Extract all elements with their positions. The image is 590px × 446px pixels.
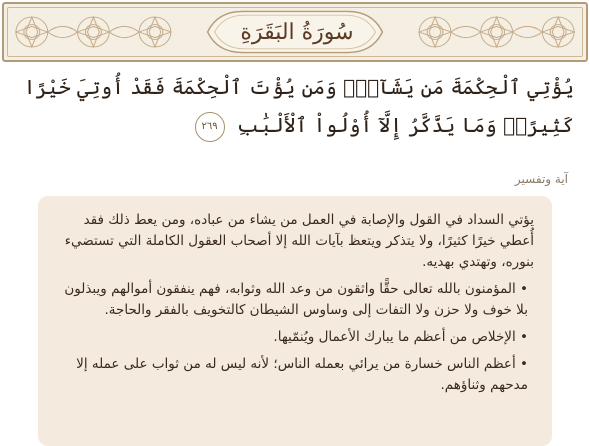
tafsir-bullet: • المؤمنون بالله تعالى حقًّا واثقون من وعد الله وثوابه، فهم ينفقون أموالهم ويبذلون بلا خوف ولا حزن ولا التفات إلى وساوس الشيطان كالتخويف بالفقر والحاجة.	[64, 281, 528, 318]
tafsir-bullet: • أعظم الناس خسارة من يرائي بعمله الناس؛ لأنه ليس له من ثواب على عمله إلا مدحهم وثناؤهم.	[76, 356, 528, 393]
tafsir-bullet: • الإخلاص من أعظم ما يبارك الأعمال ويُنمّيها.	[273, 329, 528, 345]
verse-text: يُؤْتِي ٱلْحِكْمَةَ مَن يَشَآءُۚ وَمَن يُؤْتَ ٱلْحِكْمَةَ فَقَدْ أُوتِيَ خَيْرًا كَثِيرًاۗ وَمَا يَذَّكَّرُ إِلَّآ أُوْلُواْ ٱلْأَلْبَٰبِ	[23, 75, 574, 137]
verse-number-badge: ٢٦٩	[195, 112, 225, 142]
section-label: آية وتفسير	[514, 172, 568, 186]
surah-title: سُورَةُ البَقَرَةِ	[240, 19, 354, 45]
tafsir-intro: يؤتي السداد في القول والإصابة في العمل من يشاء من عباده، ومن يعط ذلك فقد أُعطي خيرًا كثيرًا، ولا يتذكر ويتعظ بآيات الله إلا أصحاب العقول الكاملة التي تستضيء بنوره، وتهتدي بهديه.	[64, 212, 534, 270]
verse-text-block[interactable]	[18, 68, 574, 144]
surah-header-banner	[2, 2, 588, 62]
tafsir-card	[38, 196, 552, 446]
